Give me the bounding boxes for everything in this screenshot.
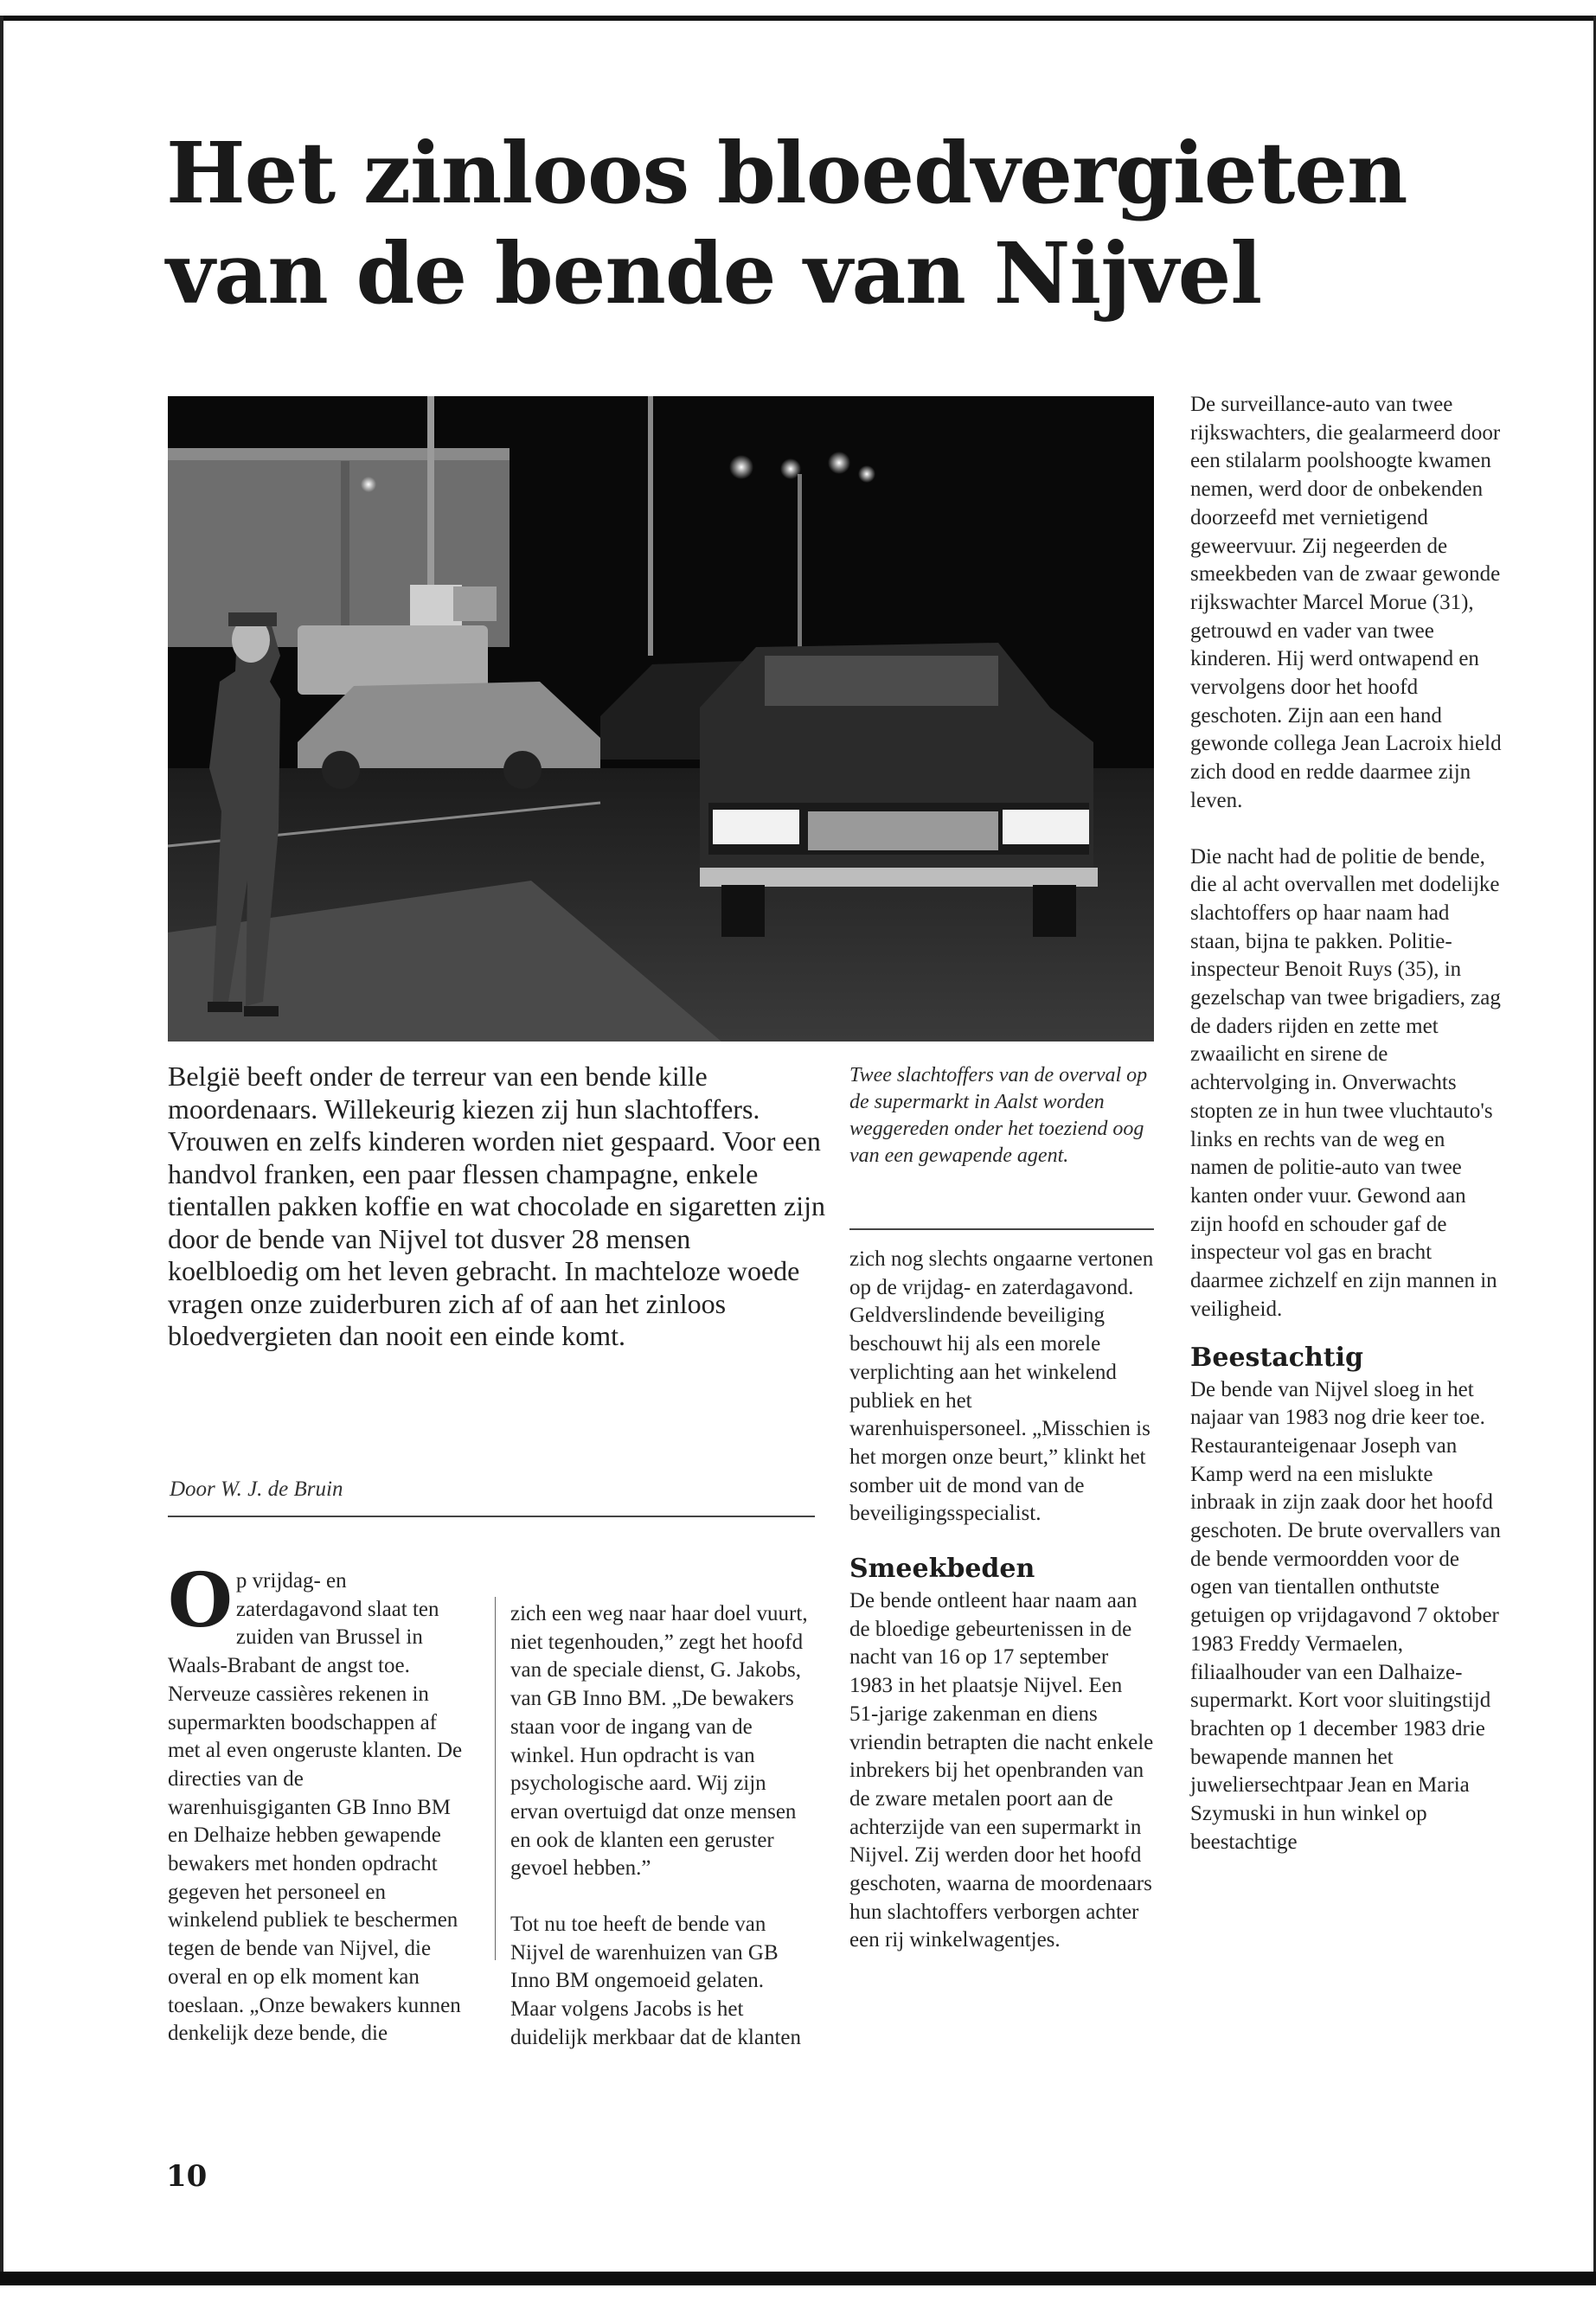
byline-divider (168, 1516, 815, 1517)
page-number: 10 (166, 2159, 208, 2194)
subheading-beestachtig: Beestachtig (1190, 1342, 1364, 1373)
article-lead: België beeft onder de terreur van een bende kille moordenaars. Willekeurig kiezen zij hun slachtoffers. Vrouwen en zelfs kinderen worden niet gespaard. Voor een handvol franken, een paar flessen champagne, enkele tientallen pakken koffie en wat chocolade en sigaretten zijn door de bende van Nijvel tot dusver 28 mensen koelbloedig om het leven gebracht. In machteloze woede vragen onze zuiderburen zich af of aan het zinloos bloedvergieten dan nooit een einde komt. (168, 1061, 825, 1351)
column-2 (510, 1600, 813, 2053)
column-1-body: p vrijdag- en zaterdagavond slaat ten zuiden van Brussel in Waals-Brabant de angst toe. Nerveuze cassières rekenen in supermarkten boodschappen af met al even ongeruste klanten. De directies van de warenhuisgiganten GB Inno BM en Delhaize hebben gewapende bewakers met honden opdracht gegeven het personeel en winkelend publiek te beschermen tegen de bende van Nijvel, die overal en op elk moment kan toeslaan. „Onze bewakers kunnen denkelijk deze bende, die (168, 1569, 463, 2046)
drop-cap: O (168, 1557, 233, 1644)
byline: Door W. J. de Bruin (170, 1477, 343, 1501)
column-divider (495, 1597, 496, 1960)
column-3 (849, 1246, 1154, 1955)
column-2-paragraph-2: Tot nu toe heeft de bende van Nijvel de warenhuizen van GB Inno BM ongemoeid gelaten. Maar volgens Jacobs is het duidelijk merkbaar dat de klanten (510, 1913, 801, 2049)
column-2-paragraph-1: zich een weg naar haar doel vuurt, niet tegenhouden,” zegt het hoofd van de speciale dienst, G. Jakobs, van GB Inno BM. „De bewakers staan voor de ingang van de winkel. Hun opdracht is van psychologische aard. Wij zijn ervan overtuigd dat onze mensen en ook de klanten een geruster gevoel hebben.” (510, 1602, 808, 1881)
article-headline: Het zinloos bloedvergieten van de bende van Nijvel (166, 124, 1407, 323)
article-photo (168, 396, 1154, 1042)
page-border-bottom (0, 2272, 1596, 2285)
column-4-paragraph-1: De surveillance-auto van twee rijkswachters, die gealarmeerd door een stilalarm poolshoogte kwamen nemen, werd door de onbekenden doorzeefd met vernietigend geweervuur. Zij negeerden de smeekbeden van de zwaar gewonde rijkswachter Marcel Morue (31), getrouwd en vader van twee kinderen. Hij werd ontwapend en vervolgens door het hoofd geschoten. Zijn aan een hand gewonde collega Jean Lacroix hield zich dood en redde daarmee zijn leven. (1190, 393, 1502, 812)
column-4-paragraph-2: Die nacht had de politie de bende, die al acht overvallen met dodelijke slachtoffers op haar naam had staan, bijna te pakken. Politie-inspecteur Benoit Ruys (35), in gezelschap van twee brigadiers, zag de daders rijden en zette met zwaailicht en sirene de achtervolging in. Onverwachts stopten ze in hun twee vluchtauto's links en rechts van de weg en namen de politie-auto van twee kanten onder vuur. Gewond aan zijn hoofd en schouder gaf de inspecteur vol gas en bracht daarmee zichzelf en zijn mannen in veiligheid. (1190, 844, 1501, 1321)
caption-divider (849, 1228, 1154, 1230)
column-3-paragraph-1: zich nog slechts ongaarne vertonen op de vrijdag- en zaterdagavond. Geldverslindende beveiliging beschouwt hij als een morele verplichting aan het winkelend publiek en het warenhuispersoneel. „Misschien is het morgen onze beurt,” klinkt het somber uit de mond van de beveiligingsspecialist. (849, 1247, 1154, 1526)
page-border-left (0, 16, 3, 2273)
photo-caption: Twee slachtoffers van de overval op de supermarkt in Aalst worden weggereden onder het toeziend oog van een gewapende agent. (849, 1064, 1148, 1167)
column-4-paragraph-3: De bende van Nijvel sloeg in het najaar van 1983 nog drie keer toe. Restauranteigenaar Joseph van Kamp werd na een mislukte inbraak in zijn zaak door het hoofd geschoten. De brute overvallers van de bende vermoordden voor de ogen van tientallen onthutste getuigen op vrijdagavond 7 oktober 1983 Freddy Vermaelen, filiaalhouder van een Dalhaize-supermarkt. Kort voor sluitingstijd brachten op 1 december 1983 drie bewapende mannen het juweliersechtpaar Jean en Maria Szymuski in hun winkel op beestachtige (1190, 1377, 1501, 1854)
page-border-top (0, 16, 1596, 21)
column-3-paragraph-2: De bende ontleent haar naam aan de bloedige gebeurtenissen in de nacht van 16 op 17 september 1983 in het plaatsje Nijvel. Een 51-jarige zakenman en diens vriendin betrapten die nacht enkele inbrekers bij het openbranden van de zware metalen poort aan de achterzijde van een supermarkt in Nijvel. Zij werden door het hoofd geschoten, waarna de moordenaars hun slachtoffers verborgen achter een rij winkelwagentjes. (849, 1589, 1154, 1952)
column-1-text (168, 1557, 464, 2048)
subheading-smeekbeden: Smeekbeden (849, 1554, 1035, 1585)
column-1 (168, 1557, 464, 2048)
column-4 (1190, 391, 1502, 1856)
night-street-scene (168, 396, 1154, 1042)
